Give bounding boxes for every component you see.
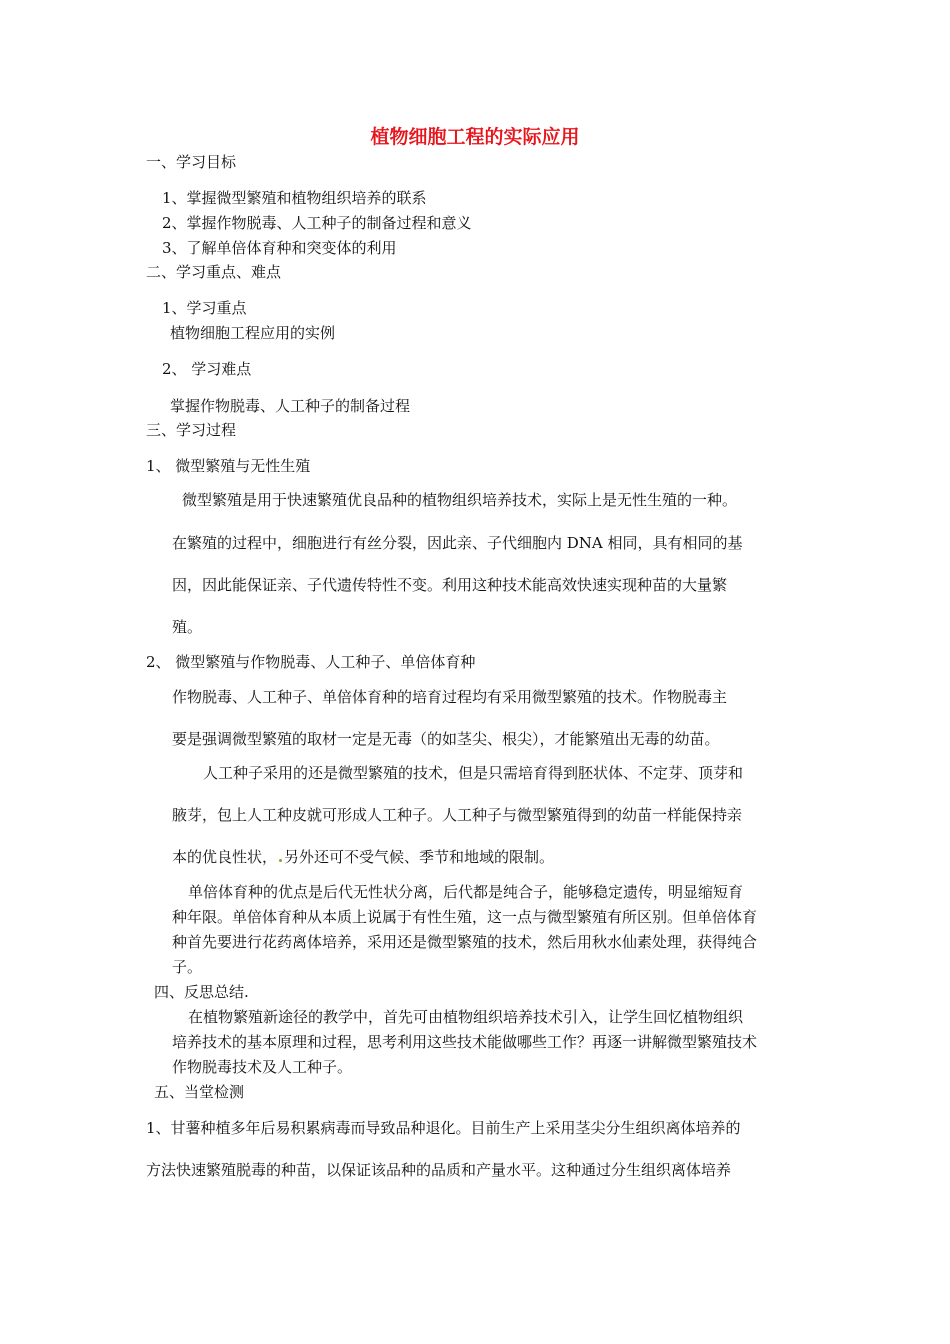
difficulty-text: 掌握作物脱毒、人工种子的制备过程 bbox=[170, 397, 411, 415]
paragraph-line: 在繁殖的过程中，细胞进行有丝分裂，因此亲、子代细胞内 DNA 相同，具有相同的基 bbox=[172, 534, 743, 552]
paragraph-line bbox=[172, 847, 554, 867]
paragraph-line: 单倍体育种的优点是后代无性状分离，后代都是纯合子，能够稳定遗传，明显缩短育 bbox=[188, 883, 744, 901]
section-heading-in-class-test: 五、当堂检测 bbox=[154, 1083, 245, 1101]
paragraph-line: 腋芽，包上人工种皮就可形成人工种子。人工种子与微型繁殖得到的幼苗一样能保持亲 bbox=[172, 806, 743, 824]
paragraph-line: 作物脱毒技术及人工种子。 bbox=[172, 1058, 353, 1076]
section-heading-key-points: 二、学习重点、难点 bbox=[146, 263, 282, 281]
paragraph-line: 种年限。单倍体育种从本质上说属于有性生殖，这一点与微型繁殖有所区别。但单倍体育 bbox=[172, 908, 758, 926]
paragraph-line: 要是强调微型繁殖的取材一定是无毒（的如茎尖、根尖），才能繁殖出无毒的幼苗。 bbox=[172, 730, 720, 748]
paragraph-line: 人工种子采用的还是微型繁殖的技术，但是只需培育得到胚状体、不定芽、顶芽和 bbox=[203, 764, 744, 782]
goal-item: 1、掌握微型繁殖和植物组织培养的联系 bbox=[162, 189, 427, 207]
subsection-label: 2、 微型繁殖与作物脱毒、人工种子、单倍体育种 bbox=[146, 653, 476, 671]
stray-dot bbox=[279, 859, 282, 862]
paragraph-line-part: 本的优良性状， bbox=[172, 848, 278, 866]
paragraph-line: 培养技术的基本原理和过程，思考利用这些技术能做哪些工作？再逐一讲解微型繁殖技术 bbox=[172, 1033, 758, 1051]
paragraph-line: 微型繁殖是用于快速繁殖优良品种的植物组织培养技术，实际上是无性生殖的一种。 bbox=[182, 491, 738, 509]
goal-item: 3、了解单倍体育种和突变体的利用 bbox=[162, 239, 397, 257]
question-line: 1、甘薯种植多年后易积累病毒而导致品种退化。目前生产上采用茎尖分生组织离体培养的 bbox=[146, 1119, 741, 1137]
section-heading-learning-process: 三、学习过程 bbox=[146, 421, 237, 439]
section-heading-learning-goals: 一、学习目标 bbox=[146, 153, 237, 171]
focus-label: 1、学习重点 bbox=[162, 299, 247, 317]
paragraph-line: 子。 bbox=[172, 958, 203, 976]
paragraph-line: 种首先要进行花药离体培养，采用还是微型繁殖的技术，然后用秋水仙素处理，获得纯合 bbox=[172, 933, 758, 951]
focus-text: 植物细胞工程应用的实例 bbox=[170, 324, 336, 342]
paragraph-line: 因，因此能保证亲、子代遗传特性不变。利用这种技术能高效快速实现种苗的大量繁 bbox=[172, 576, 728, 594]
goal-item: 2、掌握作物脱毒、人工种子的制备过程和意义 bbox=[162, 214, 472, 232]
paragraph-line-part: 另外还可不受气候、季节和地域的限制。 bbox=[284, 848, 555, 866]
paragraph-line: 在植物繁殖新途径的教学中，首先可由植物组织培养技术引入，让学生回忆植物组织 bbox=[188, 1008, 744, 1026]
section-heading-reflection: 四、反思总结. bbox=[154, 983, 249, 1001]
paragraph-line: 作物脱毒、人工种子、单倍体育种的培育过程均有采用微型繁殖的技术。作物脱毒主 bbox=[172, 688, 728, 706]
question-line: 方法快速繁殖脱毒的种苗，以保证该品种的品质和产量水平。这种通过分生组织离体培养 bbox=[146, 1161, 732, 1179]
paragraph-line: 殖。 bbox=[172, 618, 203, 636]
document-title: 植物细胞工程的实际应用 bbox=[370, 126, 580, 148]
difficulty-label: 2、 学习难点 bbox=[162, 360, 252, 378]
subsection-label: 1、 微型繁殖与无性生殖 bbox=[146, 457, 311, 475]
